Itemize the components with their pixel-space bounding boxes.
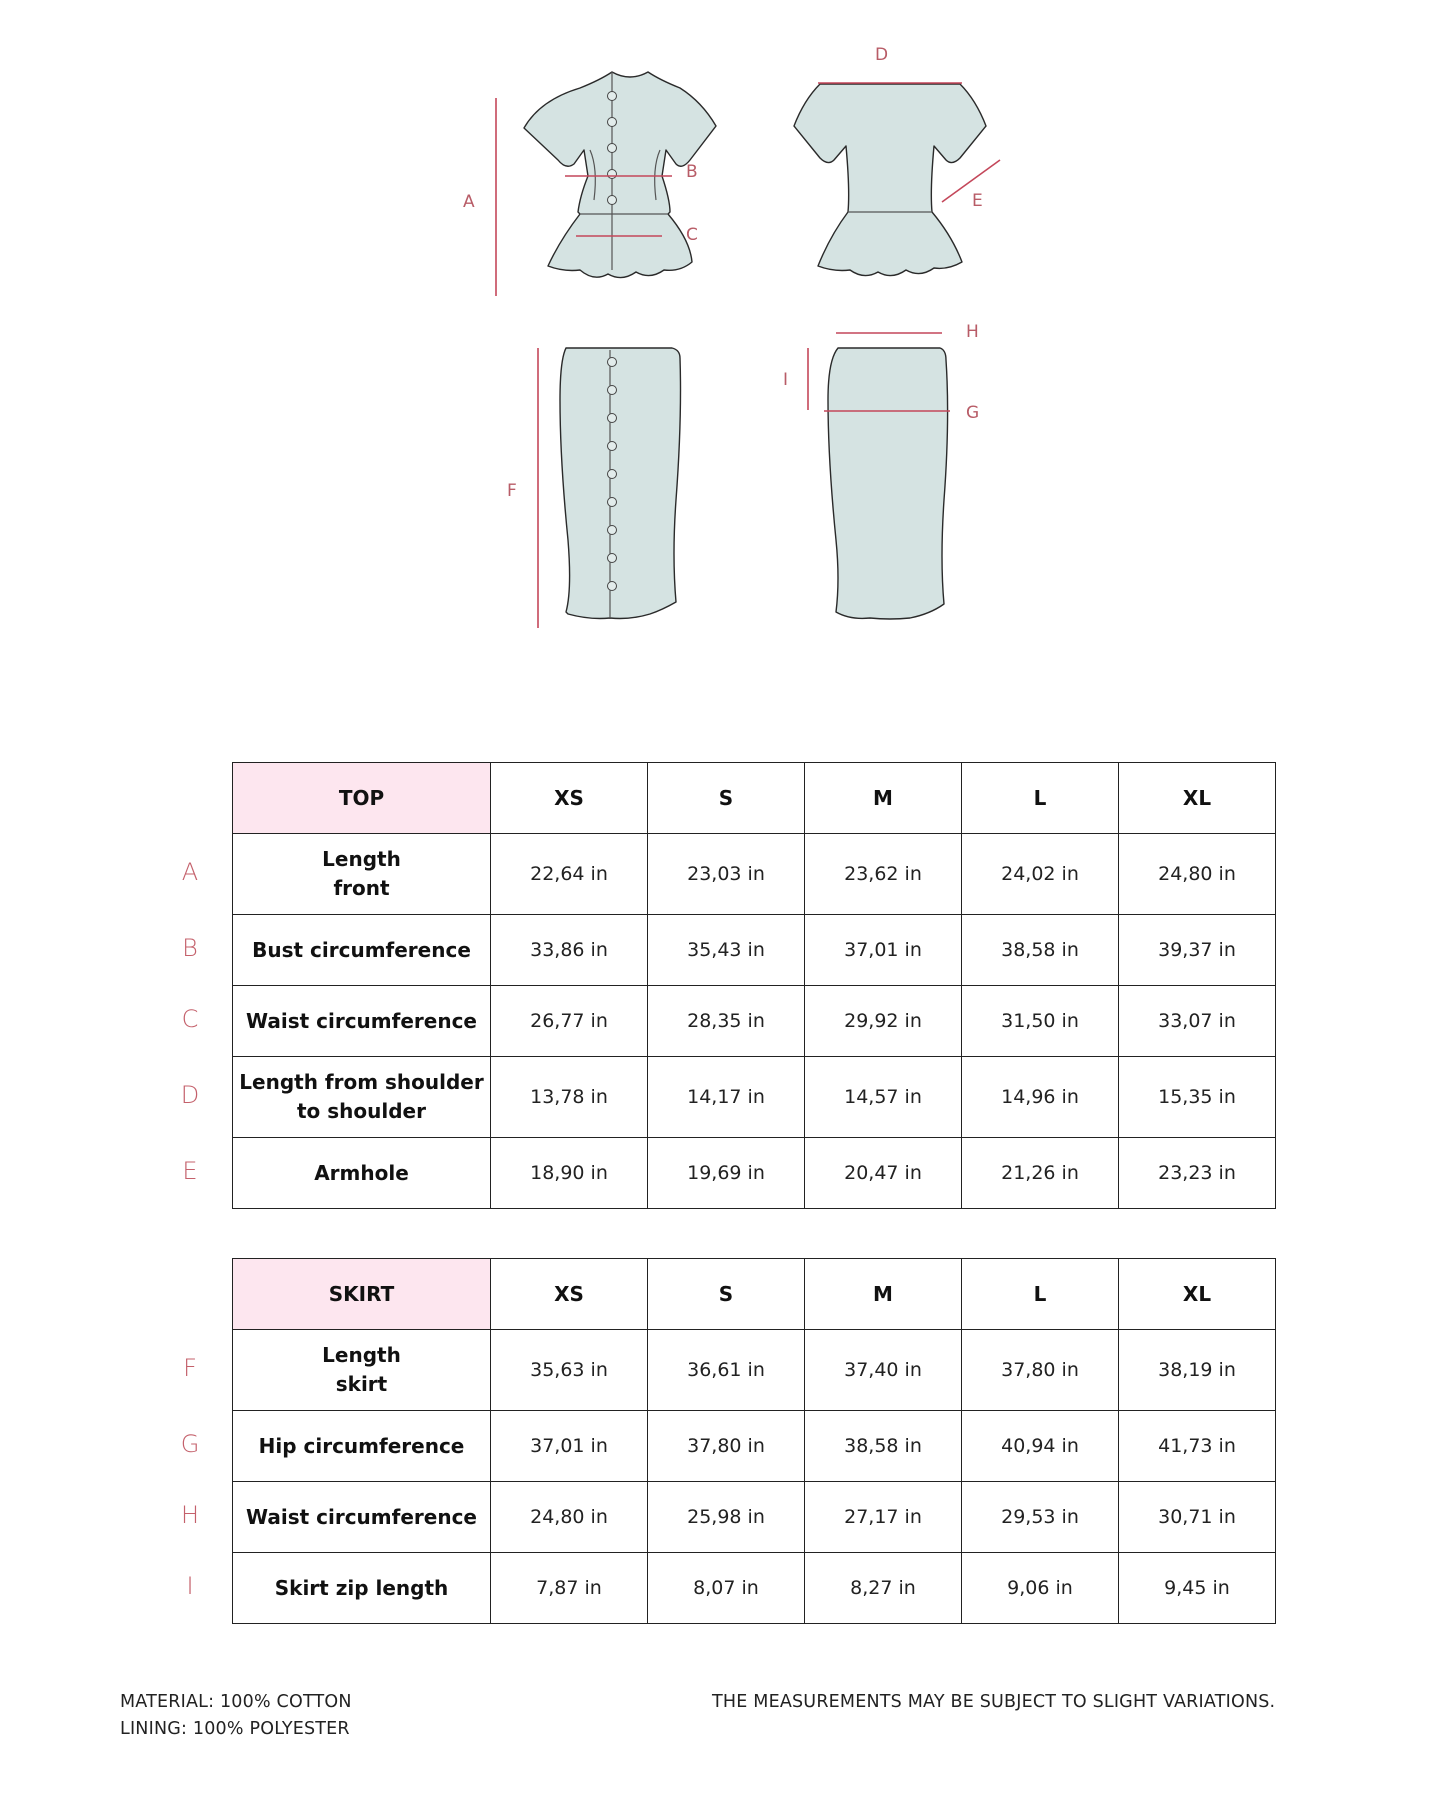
measurement-value: 38,19 in [1119,1330,1276,1411]
measurement-name-line: skirt [335,1372,388,1396]
measurement-value: 9,45 in [1119,1553,1276,1624]
row-letter: A [181,857,199,886]
measure-label-d: D [875,45,889,65]
measure-label-e: E [972,191,983,211]
measurement-name [233,834,491,915]
measurement-value: 36,61 in [648,1330,805,1411]
measurement-value: 35,43 in [648,915,805,986]
table-row [233,1138,1276,1209]
table-row [233,1553,1276,1624]
measurement-value: 23,62 in [805,834,962,915]
lining-text: LINING: 100% POLYESTER [120,1719,350,1739]
measurement-name-line: Waist circumference [246,1008,477,1033]
measurement-value: 13,78 in [491,1057,648,1138]
measurement-name [233,1482,491,1553]
measurement-value: 26,77 in [491,986,648,1057]
measurement-value: 21,26 in [962,1138,1119,1209]
header-row [233,763,1276,834]
measurement-value: 23,23 in [1119,1138,1276,1209]
measurement-name-line: Skirt zip length [274,1575,449,1600]
measurement-value: 18,90 in [491,1138,648,1209]
size-header: M [805,1259,962,1330]
row-letter: H [180,1500,200,1529]
size-header: L [962,1259,1119,1330]
table-row [233,1411,1276,1482]
header-row [233,1259,1276,1330]
measurement-value: 35,63 in [491,1330,648,1411]
measurement-value: 33,86 in [491,915,648,986]
measurement-value: 20,47 in [805,1138,962,1209]
table-row [233,834,1276,915]
measurement-name [233,1138,491,1209]
measure-label-a: A [463,192,475,212]
table-row [233,1482,1276,1553]
size-header: S [648,763,805,834]
size-header: S [648,1259,805,1330]
measurement-value: 14,96 in [962,1057,1119,1138]
measurement-value: 9,06 in [962,1553,1119,1624]
measurement-value: 39,37 in [1119,915,1276,986]
size-header: XS [491,1259,648,1330]
measurement-value: 40,94 in [962,1411,1119,1482]
row-letter: E [182,1156,198,1185]
table-row [233,1330,1276,1411]
skirt-size-table [232,1258,1276,1624]
material-text: MATERIAL: 100% COTTON [120,1692,352,1712]
measurement-name-line: Waist circumference [246,1504,477,1529]
measurement-name [233,915,491,986]
measurement-value: 30,71 in [1119,1482,1276,1553]
measurement-name [233,1411,491,1482]
measurement-name [233,1330,491,1411]
measure-label-c: C [686,225,698,245]
measurement-value: 14,17 in [648,1057,805,1138]
table-section-title: SKIRT [233,1259,491,1330]
size-header: M [805,763,962,834]
skirt-buttons [608,358,617,591]
table-row [233,986,1276,1057]
measure-label-b: B [686,162,698,182]
measurement-value: 27,17 in [805,1482,962,1553]
measurement-value: 37,80 in [648,1411,805,1482]
measurement-value: 15,35 in [1119,1057,1276,1138]
measurement-name-line: Length from shoulder [239,1070,484,1094]
size-header: L [962,763,1119,834]
measurement-value: 31,50 in [962,986,1119,1057]
row-letter: I [186,1571,194,1600]
measurement-value: 38,58 in [805,1411,962,1482]
measurement-value: 23,03 in [648,834,805,915]
measurement-value: 37,40 in [805,1330,962,1411]
row-letter: C [181,1004,199,1033]
measurement-value: 28,35 in [648,986,805,1057]
measurement-note: THE MEASUREMENTS MAY BE SUBJECT TO SLIGHT VARIATIONS. [712,1692,1276,1712]
measurement-value: 37,80 in [962,1330,1119,1411]
size-header: XL [1119,763,1276,834]
measurement-value: 8,07 in [648,1553,805,1624]
table-row [233,1057,1276,1138]
measure-label-f: F [507,481,517,501]
measurement-value: 7,87 in [491,1553,648,1624]
measurement-value: 41,73 in [1119,1411,1276,1482]
measurement-name [233,1553,491,1624]
measurement-value: 19,69 in [648,1138,805,1209]
measurement-name [233,986,491,1057]
measurement-value: 24,80 in [491,1482,648,1553]
measurement-name-line: Bust circumference [252,937,471,962]
measurement-value: 37,01 in [491,1411,648,1482]
size-header: XL [1119,1259,1276,1330]
measurement-value: 29,92 in [805,986,962,1057]
measurement-name-line: Length [322,1343,401,1367]
measurement-name-line: to shoulder [297,1099,426,1123]
measure-label-i: I [783,370,789,390]
table-section-title: TOP [233,763,491,834]
row-letter: D [180,1080,200,1109]
row-letter: G [180,1429,200,1458]
top-size-table [232,762,1276,1209]
skirt-front-drawing [538,348,681,628]
measurement-value: 24,80 in [1119,834,1276,915]
measurement-name-line: front [333,876,390,900]
measurement-value: 24,02 in [962,834,1119,915]
measure-label-g: G [966,403,980,423]
measurement-value: 37,01 in [805,915,962,986]
measurement-value: 14,57 in [805,1057,962,1138]
measurement-value: 38,58 in [962,915,1119,986]
row-letter: F [183,1353,197,1382]
measurement-value: 22,64 in [491,834,648,915]
top-front-drawing [496,72,716,296]
measurement-name-line: Length [322,847,401,871]
garment-illustration [0,0,1446,680]
measurement-value: 8,27 in [805,1553,962,1624]
skirt-back-drawing [808,333,950,619]
top-back-drawing [794,83,1000,276]
measurement-value: 29,53 in [962,1482,1119,1553]
measurement-value: 25,98 in [648,1482,805,1553]
measurement-name [233,1057,491,1138]
size-header: XS [491,763,648,834]
measure-label-h: H [966,322,979,342]
table-row [233,915,1276,986]
row-letter: B [182,933,198,962]
measurement-value: 33,07 in [1119,986,1276,1057]
measurement-name-line: Armhole [314,1160,409,1185]
measurement-name-line: Hip circumference [258,1433,465,1458]
